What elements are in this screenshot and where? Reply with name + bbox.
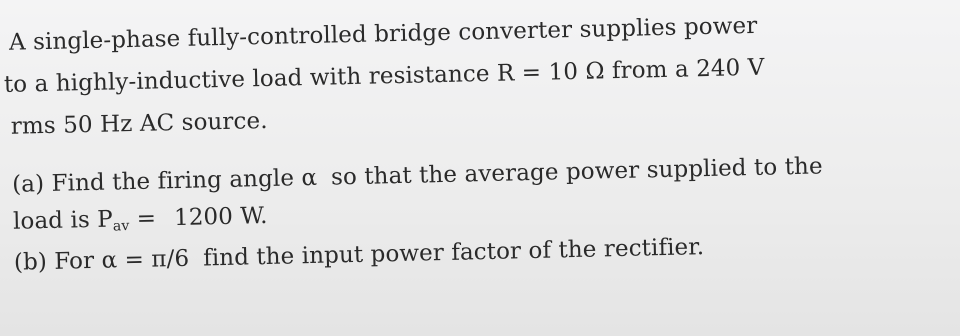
part-a-question-end: so that the average power supplied to the: [330, 153, 823, 191]
part-b-line: [14, 234, 705, 276]
power-value: 1200 W.: [173, 202, 268, 232]
intro-line-3: rms 50 Hz AC source.: [10, 107, 268, 140]
equals-sign: =: [128, 205, 157, 233]
power-subscript: av: [112, 218, 130, 235]
part-b-condition: (b) For α = π/6: [13, 245, 190, 276]
load-label: load is P: [12, 206, 114, 235]
part-b-question: find the input power factor of the rectifier.: [202, 234, 705, 272]
intro-line-2: to a highly-inductive load with resistance R = 10 Ω from a 240 V: [3, 54, 765, 98]
intro-line-1: A single-phase fully-controlled bridge converter supplies power: [8, 12, 758, 56]
part-a-question-start: (a) Find the firing angle α: [11, 164, 318, 198]
part-a-line-1: [12, 153, 823, 197]
part-a-line-2: [13, 203, 268, 237]
